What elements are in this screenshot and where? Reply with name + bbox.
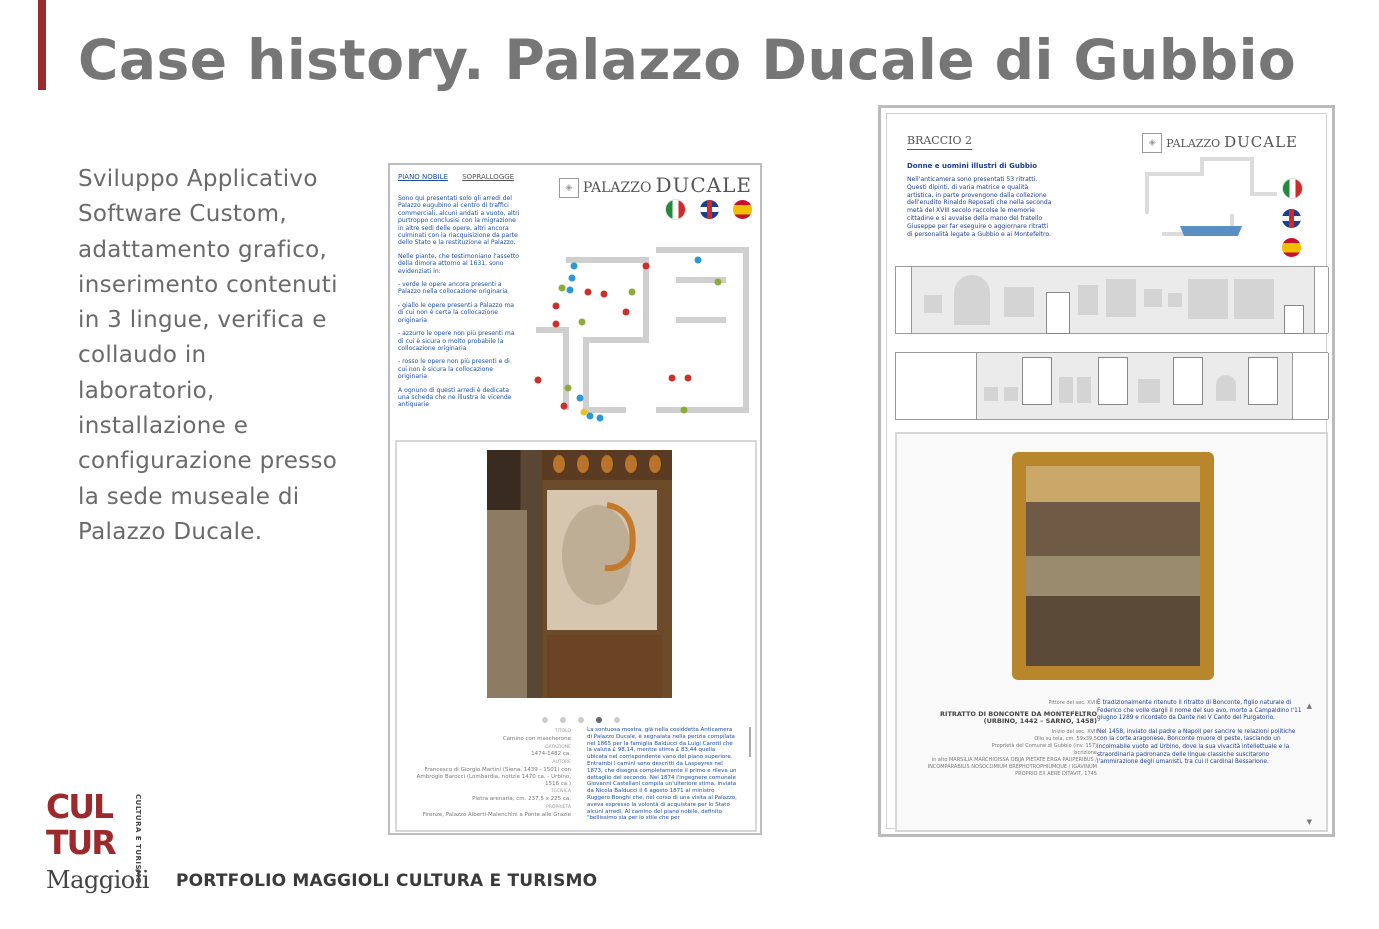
kiosk1-intro-p6: - rosso le opere non più presenti e di cui non è sicura la collocazione originaria — [398, 358, 510, 381]
accent-bar — [38, 0, 46, 90]
logo-tur: TUR — [46, 823, 115, 862]
english-flag-icon[interactable] — [1282, 209, 1301, 228]
wall-frame — [1234, 279, 1274, 319]
kiosk-screenshot-braccio — [878, 105, 1335, 837]
kiosk2-logo: ◈ PALAZZO DUCALE — [1142, 132, 1298, 153]
wall-frame — [924, 295, 942, 313]
wall-frame — [1059, 377, 1073, 403]
scroll-up-icon[interactable]: ▲ — [1306, 702, 1312, 710]
logo-maggioli: Maggioli — [46, 866, 150, 894]
spanish-flag-icon[interactable] — [733, 200, 752, 219]
wall-segment — [1314, 267, 1329, 333]
kiosk1-intro-p1: Sono qui presentati solo gli arredi del Palazzo eugubino al centro di traffici commerciali, alcuni andati a vuoto, altri purtroppo conclusisi con la migrazione in altre sedi delle opere, altri ancora culminati con la riacquisizione da parte dello Stato e la restituzione al Palazzo. — [398, 195, 520, 247]
kiosk2-artwork-card — [895, 432, 1328, 832]
italian-flag-icon[interactable] — [665, 199, 686, 220]
kiosk1-language-flags — [656, 199, 752, 220]
wall-niche — [1216, 375, 1236, 401]
wall-frame — [1168, 293, 1182, 307]
kiosk1-artwork-meta: TITOLO Camino con mascherone DATAZIONE 1474-1482 ca. AUTORE Francesco di Giorgio Martini (Siena, 1439 - 1501) con Ambrogio Barocci (Lombardia, notizie 1470 ca. - Urbino, 1516 ca.) TECNICA Pietra arenaria, cm. 237,5 x 225 ca. PROPRIETÀ Firenze, Palazzo Alberti-Malenchini a Ponte alle Grazie — [416, 729, 571, 818]
kiosk2-artwork-description: È tradizionalmente ritenuto il ritratto di Bonconte, figlio naturale di Federico che volle dargli il nome del suo avo, morto a Campaldino l'11 giugno 1289 e ricordato da Dante nel V Canto del Purgatorio. Nel 1458, inviato dal padre a Napoli per sancire le relazioni politiche con la corte aragonese, Bonconte muore di peste, lasciando un incolmabile vuoto ad Urbino, dove la sua vivacità intellettuale e la straordinaria padronanza delle lingue classiche suscitarono l'ammirazione degli umanisti, tra cui il cardinal Bessarione. — [1097, 700, 1302, 766]
carousel-dot[interactable] — [614, 717, 620, 723]
logo-side-text: CULTURA E TURISMO — [134, 794, 142, 884]
kiosk1-map-panel — [390, 165, 760, 437]
carousel-dot-active[interactable] — [596, 717, 602, 723]
wall-window — [1173, 357, 1203, 405]
kiosk2-heading: Donne e uomini illustri di Gubbio — [907, 162, 1038, 170]
kiosk1-intro-text — [398, 195, 520, 415]
kiosk2-artwork-meta: Pittore del sec. XVII RITRATTO DI BONCONTE DA MONTEFELTRO (URBINO, 1442 – SARNO, 1458) Inizio del sec. XVII Olio su tela, cm. 59x39,5 Proprietà del Comune di Gubbio (inv. 157) Iscrizione in alto MARSILIA MARCHIOISSA OBIJA PIETATE ERGA PAUPERIBUS / INCOMPARABILIS NOSOCOMIUM BREPHOTROPHIUMQUE / IGAVINUM PROPRIO EX AERE DITAVIT, 1745 — [927, 700, 1097, 777]
kiosk-screenshot-piano-nobile — [388, 163, 762, 835]
kiosk1-detail-card — [395, 440, 757, 832]
wall-frame — [1106, 279, 1136, 317]
wall-frame — [984, 387, 998, 401]
kiosk2-floor-plan[interactable] — [1142, 154, 1282, 249]
wall-niche — [954, 275, 990, 325]
wall-door — [1046, 292, 1070, 334]
scroll-down-icon[interactable]: ▼ — [1306, 818, 1312, 826]
footer-text: PORTFOLIO MAGGIOLI CULTURA E TURISMO — [176, 871, 598, 891]
wall-frame — [1004, 287, 1034, 317]
spanish-flag-icon[interactable] — [1282, 238, 1301, 257]
carousel-dot[interactable] — [578, 717, 584, 723]
wall-frame — [1188, 279, 1228, 319]
kiosk2-section-label: BRACCIO 2 — [907, 134, 972, 150]
project-description: Sviluppo Applicativo Software Custom, adattamento grafico, inserimento contenuti in 3 lingue, verifica e collaudo in laboratorio, installazione e configurazione presso la sede museale di Palazzo Ducale. — [78, 166, 338, 545]
kiosk1-artwork-description: La sontuosa mostra, già nella cosiddetta Anticamera di Palazzo Ducale, è segnalata nella perizia compilata nel 1865 per la famiglia Balducci da Luigi Carotti che la valuta £ 98,14, mentre stima £ 83,44 quella ubicata nel corrispondente vano del piano superiore. Entrambi i camini sono descritti da Laspeyres nel 1873, che disegna completamente il primo e rileva un dettaglio del secondo. Nel 1874 l'ingegnere comunale Giovanni Castellani compila un'ulteriore stima, inviata da Nicola Balducci il 6 agosto 1871 al ministro Ruggero Bonghi che, nel corso di una visita al Palazzo, aveva espresso la volontà di acquistare per lo Stato alcuni arredi. Al camino del piano nobile, definito "bellissimo sia per lo stile che per — [587, 727, 737, 822]
wall-frame — [1077, 377, 1091, 403]
kiosk1-tabs — [398, 173, 526, 181]
italian-flag-icon[interactable] — [1282, 178, 1303, 199]
wall-window — [1248, 357, 1278, 405]
kiosk2-frame — [886, 113, 1327, 829]
kiosk1-intro-p5: - azzurro le opere non più presenti ma di cui è sicura o molto probabile la collocazione originaria — [398, 330, 515, 352]
fireplace-photo[interactable] — [487, 450, 672, 698]
wall-elevation-1[interactable] — [895, 266, 1328, 334]
wall-segment — [896, 267, 912, 333]
floor-plan-map[interactable] — [526, 220, 756, 430]
crest-icon: ◈ — [559, 178, 579, 198]
logo-cul: CUL — [46, 787, 113, 826]
wall-segment — [896, 353, 977, 419]
wall-frame — [1138, 379, 1160, 403]
tab-piano-nobile[interactable]: PIANO NOBILE — [398, 173, 448, 181]
wall-door — [1284, 305, 1304, 334]
kiosk1-intro-p4: - giallo le opere presenti a Palazzo ma di cui non è certa la collocazione originaria — [398, 301, 515, 324]
kiosk1-intro-p7: A ognuno di questi arredi è dedicata una scheda che ne illustra le vicende antiquarie — [398, 386, 512, 409]
kiosk2-language-flags — [1282, 178, 1302, 267]
carousel-dots — [542, 708, 632, 727]
page-title: Case history. Palazzo Ducale di Gubbio — [78, 28, 1297, 92]
carousel-dot[interactable] — [560, 717, 566, 723]
kiosk1-intro-p2: Nelle piante, che testimoniano l'assetto della dimora attorno al 1631, sono evidenziati in: — [398, 252, 520, 275]
wall-segment — [1292, 353, 1329, 419]
kiosk2-intro-text: Nell'anticamera sono presentati 53 ritratti. Questi dipinti, di varia matrice e qualità artistica, in parte provengono dalla collezione dell'erudito Rinaldo Reposati che nella seconda metà del XVIII secolo raccolse le memorie cittadine e si avvalse della mano del fratello Giuseppe per far eseguire o aggiornare ritratti di personalità legate a Gubbio e ai Montefeltro. — [907, 176, 1052, 238]
crest-icon: ◈ — [1142, 133, 1162, 153]
wall-frame — [1144, 289, 1162, 307]
wall-frame — [1004, 387, 1018, 401]
kiosk1-scrollbar[interactable] — [749, 727, 751, 757]
cultura-turismo-logo — [46, 787, 150, 902]
english-flag-icon[interactable] — [700, 200, 719, 219]
wall-frame — [1078, 285, 1098, 315]
painting-canvas — [1026, 466, 1200, 666]
kiosk1-logo: ◈ PALAZZO DUCALE — [559, 173, 752, 198]
carousel-dot[interactable] — [542, 717, 548, 723]
painting-photo[interactable] — [1012, 452, 1214, 680]
wall-window — [1098, 357, 1128, 405]
wall-window — [1022, 357, 1052, 405]
fireplace-illustration — [487, 450, 672, 698]
tab-sopralogge[interactable]: SOPRALLOGGE — [462, 173, 515, 181]
kiosk1-intro-p3: - verde le opere ancora presenti a Palazzo nella collocazione originaria — [398, 281, 508, 296]
wall-elevation-2[interactable] — [895, 352, 1328, 420]
